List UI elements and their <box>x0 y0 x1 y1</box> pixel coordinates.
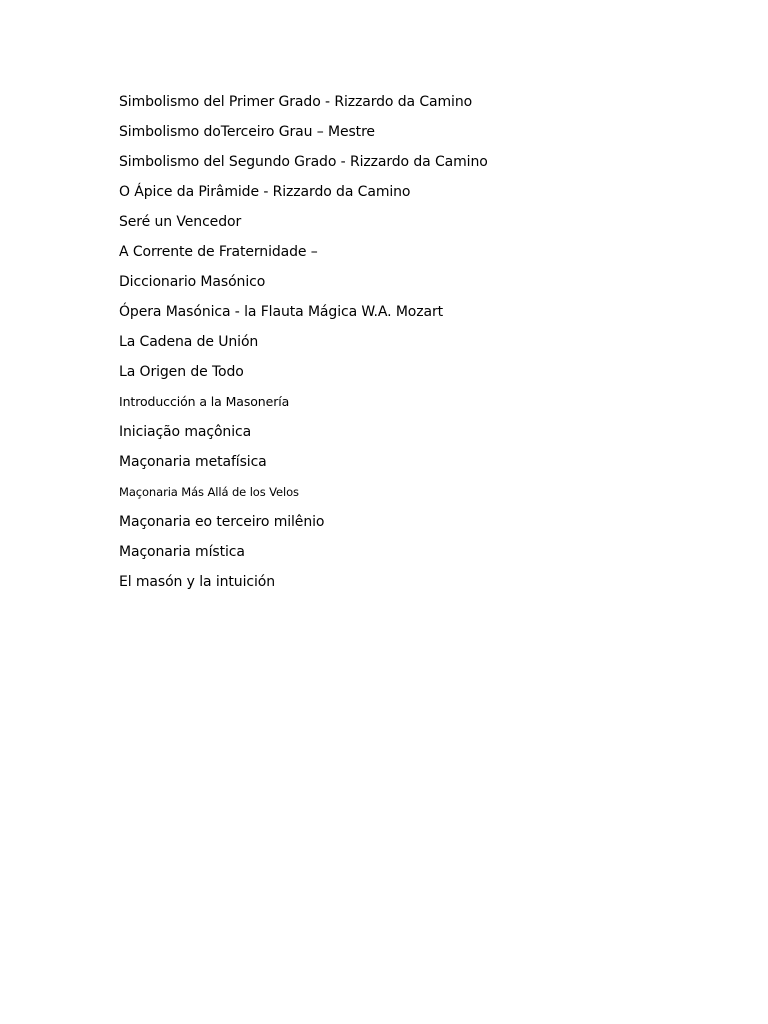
list-item: A Corrente de Fraternidade – <box>119 244 318 260</box>
list-item: La Origen de Todo <box>119 364 244 380</box>
list-item: Maçonaria mística <box>119 544 245 560</box>
list-item: Maçonaria Más Allá de los Velos <box>119 485 299 499</box>
list-item: Simbolismo del Segundo Grado - Rizzardo da Camino <box>119 154 488 170</box>
list-item: El masón y la intuición <box>119 574 275 590</box>
list-item: Simbolismo del Primer Grado - Rizzardo da Camino <box>119 94 473 110</box>
list-item: Maçonaria metafísica <box>119 454 267 470</box>
list-item: Diccionario Masónico <box>119 274 266 290</box>
list-item: Iniciação maçônica <box>119 424 252 440</box>
list-item: Maçonaria eo terceiro milênio <box>119 514 325 530</box>
list-item: La Cadena de Unión <box>119 334 259 350</box>
title-list <box>119 92 488 602</box>
list-item: Simbolismo doTerceiro Grau – Mestre <box>119 124 375 140</box>
list-item: Ópera Masónica - la Flauta Mágica W.A. Mozart <box>119 304 444 320</box>
list-item: O Ápice da Pirâmide - Rizzardo da Camino <box>119 184 411 200</box>
list-item: Seré un Vencedor <box>119 214 242 230</box>
list-item: Introducción a la Masonería <box>119 394 290 409</box>
